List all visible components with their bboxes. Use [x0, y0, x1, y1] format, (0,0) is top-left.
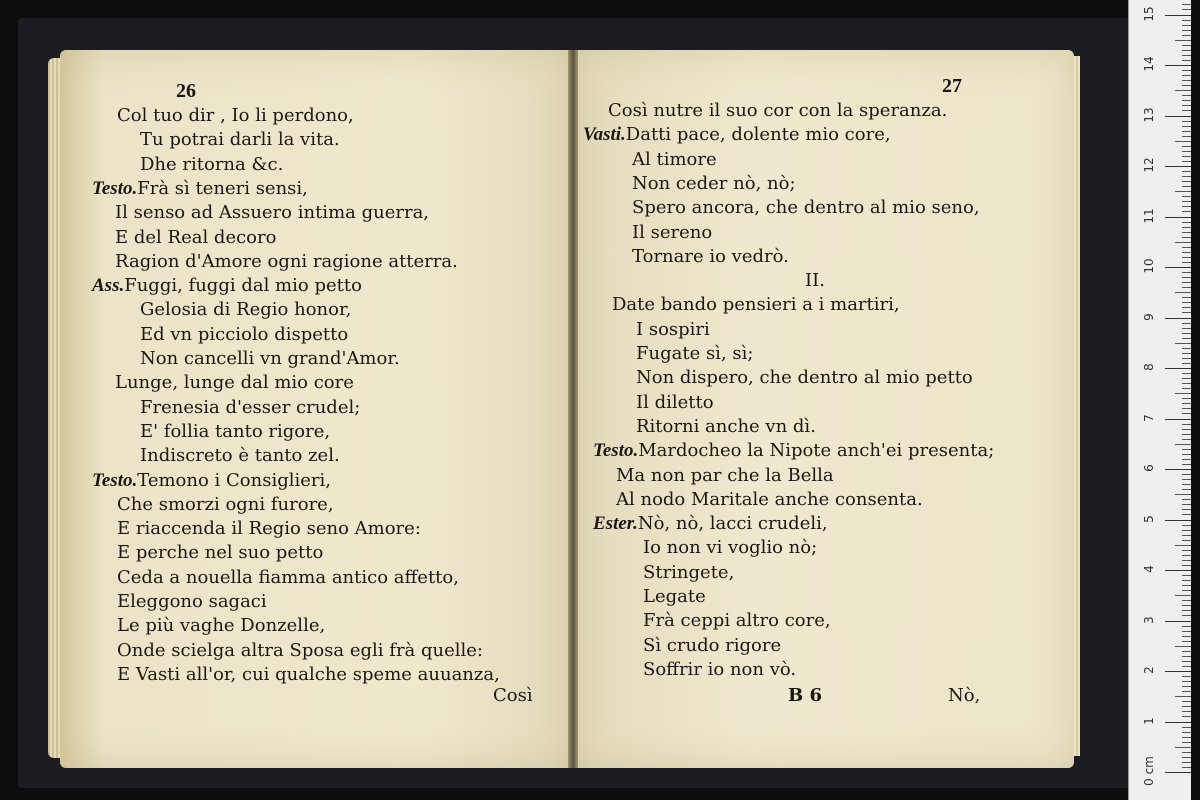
verse-text: Mardocheo la Nipote anch'ei presenta; [638, 440, 995, 462]
ruler-tick [1182, 262, 1191, 263]
ruler-label: 14 [1142, 56, 1156, 72]
ruler-tick [1182, 605, 1191, 606]
verse-line [612, 294, 900, 316]
verse-text: E Vasti all'or, cui qualche speme auuanza, [117, 663, 500, 685]
ruler-tick [1165, 65, 1191, 66]
ruler-tick [1165, 368, 1191, 369]
verse-line [140, 348, 400, 370]
ruler-tick [1182, 459, 1191, 460]
ruler-tick [1182, 742, 1191, 743]
ruler-tick [1182, 464, 1191, 465]
verse-text: Frà ceppi altro core, [643, 610, 831, 632]
verse-line [92, 178, 308, 200]
verse-text: Datti pace, dolente mio core, [625, 124, 891, 146]
ruler-tick [1182, 388, 1191, 389]
ruler-tick [1165, 469, 1191, 470]
ruler-tick [1182, 75, 1191, 76]
ruler-tick [1182, 348, 1191, 349]
ruler-label: 13 [1142, 106, 1156, 123]
ruler-tick [1182, 30, 1191, 31]
verse-line [117, 591, 267, 613]
verse-text: Dhe ritorna &c. [140, 153, 284, 175]
ruler-tick [1182, 489, 1191, 490]
speaker-label: Ass. [92, 275, 125, 297]
verse-text: Così nutre il suo cor con la speranza. [608, 100, 948, 121]
verse-text: Al nodo Maritale anche consenta. [616, 488, 923, 510]
ruler-label: 9 [1142, 312, 1156, 321]
verse-text: Temono i Consiglieri, [137, 469, 331, 491]
ruler-tick [1182, 656, 1191, 657]
ruler-label: 3 [1142, 615, 1156, 624]
verse-text: Ceda a nouella fiamma antico affetto, [117, 566, 459, 588]
ruler-tick [1182, 211, 1191, 212]
ruler-tick [1165, 722, 1191, 723]
ruler-tick [1175, 444, 1191, 445]
ruler-tick [1182, 181, 1191, 182]
ruler-tick [1182, 413, 1191, 414]
ruler-tick [1182, 186, 1191, 187]
verse-text: E del Real decoro [115, 226, 277, 248]
ruler-tick [1182, 20, 1191, 21]
ruler-tick [1182, 681, 1191, 682]
ruler-tick [1182, 424, 1191, 425]
verse-line [593, 513, 828, 535]
ruler-tick [1182, 403, 1191, 404]
ruler-tick [1182, 535, 1191, 536]
ruler-tick [1182, 237, 1191, 238]
ruler-tick [1182, 737, 1191, 738]
verse-text: Legate [643, 586, 706, 607]
ruler-tick [1182, 525, 1191, 526]
ruler-tick [1182, 757, 1191, 758]
verse-text: Non ceder nò, nò; [632, 172, 796, 194]
ruler-label: 15 [1142, 5, 1156, 22]
ruler-tick [1165, 621, 1191, 622]
ruler-tick [1182, 701, 1191, 702]
ruler-tick [1182, 752, 1191, 753]
verse-line [115, 251, 458, 273]
ruler-tick [1182, 530, 1191, 531]
signature-mark: B 6 [788, 685, 823, 706]
ruler-tick [1182, 131, 1191, 132]
ruler-tick [1182, 323, 1191, 324]
verse-line [636, 416, 816, 438]
verse-text: Ragion d'Amore ogni ragione atterra. [115, 250, 458, 272]
verse-text: Onde scielga altra Sposa egli frà quelle: [117, 639, 483, 661]
ruler-tick [1182, 252, 1191, 253]
ruler-tick [1182, 585, 1191, 586]
ruler-label: 10 [1142, 258, 1156, 274]
ruler-tick [1182, 408, 1191, 409]
ruler-tick [1182, 762, 1191, 763]
verse-text: Non dispero, che dentro al mio petto [636, 367, 973, 389]
verse-text: Frenesia d'esser crudel; [140, 396, 361, 418]
ruler-tick [1182, 55, 1191, 56]
verse-line [117, 542, 323, 564]
page-number: 26 [176, 80, 196, 102]
ruler-tick [1182, 161, 1191, 162]
ruler-tick [1182, 171, 1191, 172]
page-number: 27 [942, 75, 962, 97]
verse-line [140, 299, 351, 321]
verse-text: Sì crudo rigore [643, 634, 782, 656]
ruler-label: 6 [1142, 464, 1156, 472]
ruler-tick [1182, 651, 1191, 652]
ruler-tick [1182, 514, 1191, 515]
verse-line [632, 149, 717, 171]
ruler-tick [1182, 232, 1191, 233]
verse-line [117, 567, 459, 589]
ruler-label: 0 cm [1142, 756, 1156, 786]
verse-text: Indiscreto è tanto zel. [140, 445, 340, 467]
ruler-tick [1165, 772, 1191, 773]
ruler-tick [1182, 378, 1191, 379]
verse-text: Spero ancora, che dentro al mio seno, [632, 197, 980, 219]
ruler-tick [1182, 287, 1191, 288]
verse-line [140, 324, 348, 346]
ruler-tick [1182, 35, 1191, 36]
verse-line [636, 319, 710, 341]
ruler-tick [1182, 398, 1191, 399]
measurement-ruler [1128, 0, 1191, 800]
ruler-tick [1165, 570, 1191, 571]
verse-line [140, 421, 330, 443]
verse-line [117, 664, 500, 686]
verse-line [643, 537, 817, 559]
ruler-tick [1182, 686, 1191, 687]
verse-line [140, 445, 340, 467]
ruler-tick [1182, 575, 1191, 576]
ruler-label: 2 [1142, 666, 1156, 674]
ruler-tick [1182, 95, 1191, 96]
verse-text: E' follia tanto rigore, [140, 420, 331, 442]
ruler-tick [1182, 434, 1191, 435]
verse-line [643, 635, 781, 657]
verse-line [632, 173, 796, 195]
ruler-tick [1182, 363, 1191, 364]
ruler-tick [1165, 217, 1191, 218]
verse-line [643, 610, 831, 632]
verse-text: Ritorni anche vn dì. [636, 415, 816, 437]
ruler-tick [1165, 15, 1191, 16]
verse-line [583, 124, 891, 146]
verse-text: Soffrir io non vò. [643, 658, 797, 680]
ruler-tick [1182, 661, 1191, 662]
ruler-tick [1182, 550, 1191, 551]
verse-text: II. [805, 270, 825, 292]
ruler-tick [1182, 100, 1191, 101]
verse-line [117, 494, 334, 516]
ruler-tick [1182, 439, 1191, 440]
ruler-tick [1182, 429, 1191, 430]
ruler-tick [1182, 590, 1191, 591]
ruler-tick [1182, 121, 1191, 122]
ruler-tick [1165, 318, 1191, 319]
ruler-tick [1182, 484, 1191, 485]
ruler-tick [1182, 105, 1191, 106]
verse-line [608, 100, 947, 122]
ruler-tick [1182, 247, 1191, 248]
ruler-tick [1175, 90, 1191, 91]
ruler-tick [1175, 646, 1191, 647]
ruler-label: 4 [1142, 565, 1156, 573]
ruler-tick [1175, 747, 1191, 748]
verse-line [632, 246, 789, 268]
verse-text: Fugate sì, sì; [636, 343, 754, 364]
ruler-tick [1182, 560, 1191, 561]
ruler-tick [1182, 767, 1191, 768]
ruler-tick [1175, 545, 1191, 546]
verse-line [117, 615, 325, 637]
ruler-tick [1182, 206, 1191, 207]
speaker-label: Testo. [593, 440, 639, 462]
verse-line [643, 659, 796, 681]
ruler-tick [1182, 636, 1191, 637]
verse-text: Il diletto [636, 391, 714, 413]
verse-line [117, 105, 354, 127]
verse-line [636, 343, 753, 365]
ruler-tick [1182, 85, 1191, 86]
ruler-label: 7 [1142, 413, 1156, 422]
verse-line [593, 440, 994, 462]
ruler-tick [1182, 358, 1191, 359]
ruler-tick [1182, 227, 1191, 228]
verse-text: Lunge, lunge dal mio core [115, 372, 354, 394]
verse-line [140, 129, 340, 151]
verse-line [117, 518, 421, 540]
ruler-tick [1182, 691, 1191, 692]
ruler-tick [1182, 383, 1191, 384]
verse-line [92, 275, 362, 297]
catchword: Così [493, 685, 533, 706]
ruler-tick [1182, 328, 1191, 329]
ruler-tick [1175, 595, 1191, 596]
ruler-tick [1175, 141, 1191, 142]
ruler-tick [1182, 373, 1191, 374]
verse-line [140, 397, 360, 419]
ruler-tick [1182, 631, 1191, 632]
ruler-tick [1182, 156, 1191, 157]
verse-text: Ma non par che la Bella [616, 464, 834, 486]
ruler-tick [1182, 272, 1191, 273]
ruler-tick [1182, 509, 1191, 510]
ruler-tick [1182, 4, 1191, 5]
verse-line [632, 197, 980, 219]
ruler-tick [1182, 80, 1191, 81]
ruler-label: 12 [1142, 157, 1156, 173]
verse-line [115, 227, 276, 249]
verse-text: Gelosia di Regio honor, [140, 299, 352, 321]
ruler-tick [1182, 479, 1191, 480]
catchword: Nò, [948, 685, 981, 706]
ruler-tick [1175, 292, 1191, 293]
ruler-tick [1182, 196, 1191, 197]
ruler-tick [1182, 60, 1191, 61]
verse-text: Date bando pensieri a i martiri, [612, 294, 900, 316]
ruler-tick [1182, 312, 1191, 313]
verse-text: Eleggono sagaci [117, 591, 267, 612]
ruler-tick [1182, 25, 1191, 26]
verse-text: I sospiri [636, 318, 710, 340]
speaker-label: Testo. [92, 469, 138, 491]
verse-text: Fuggi, fuggi dal mio petto [124, 275, 362, 297]
verse-text: Le più vaghe Donzelle, [117, 615, 326, 637]
verse-text: Tornare io vedrò. [632, 245, 789, 267]
verse-line [140, 154, 283, 176]
ruler-tick [1182, 600, 1191, 601]
ruler-tick [1175, 494, 1191, 495]
ruler-tick [1182, 615, 1191, 616]
ruler-tick [1182, 50, 1191, 51]
ruler-tick [1182, 641, 1191, 642]
ruler-tick [1165, 419, 1191, 420]
ruler-tick [1182, 302, 1191, 303]
ruler-tick [1182, 338, 1191, 339]
ruler-tick [1182, 282, 1191, 283]
ruler-tick [1165, 520, 1191, 521]
ruler-tick [1182, 676, 1191, 677]
ruler-tick [1182, 504, 1191, 505]
ruler-tick [1182, 499, 1191, 500]
ruler-tick [1182, 580, 1191, 581]
verse-line [117, 640, 483, 662]
verse-line [616, 465, 834, 487]
ruler-tick [1175, 40, 1191, 41]
verse-line [643, 586, 706, 608]
verse-text: Nò, nò, lacci crudeli, [637, 513, 828, 535]
ruler-tick [1182, 626, 1191, 627]
ruler-tick [1182, 126, 1191, 127]
ruler-tick [1182, 353, 1191, 354]
ruler-tick [1165, 116, 1191, 117]
verse-text: Stringete, [643, 561, 735, 583]
verse-line [115, 202, 429, 224]
ruler-label: 1 [1142, 716, 1156, 725]
ruler-tick [1165, 267, 1191, 268]
ruler-tick [1182, 297, 1191, 298]
verse-line [636, 392, 714, 414]
ruler-tick [1182, 146, 1191, 147]
ruler-tick [1182, 666, 1191, 667]
ruler-tick [1182, 307, 1191, 308]
ruler-tick [1182, 70, 1191, 71]
verse-text: Tu potrai darli la vita. [140, 129, 340, 151]
ruler-tick [1182, 136, 1191, 137]
verse-text: Non cancelli vn grand'Amor. [140, 348, 400, 369]
ruler-tick [1182, 449, 1191, 450]
ruler-tick [1182, 110, 1191, 111]
ruler-tick [1182, 716, 1191, 717]
verse-line [805, 270, 825, 292]
ruler-tick [1182, 540, 1191, 541]
ruler-tick [1182, 732, 1191, 733]
ruler-tick [1182, 9, 1191, 10]
verse-text: Io non vi voglio nò; [643, 537, 818, 559]
ruler-tick [1182, 711, 1191, 712]
verse-text: Frà sì teneri sensi, [137, 177, 308, 199]
verse-text: Al timore [632, 148, 717, 170]
speaker-label: Ester. [593, 513, 638, 535]
speaker-label: Testo. [92, 177, 138, 199]
ruler-label: 8 [1142, 363, 1156, 371]
verse-line [115, 372, 354, 394]
verse-line [636, 367, 973, 389]
ruler-tick [1182, 565, 1191, 566]
verse-line [92, 470, 331, 492]
ruler-tick [1182, 454, 1191, 455]
speaker-label: Vasti. [583, 124, 626, 146]
ruler-tick [1175, 393, 1191, 394]
ruler-tick [1182, 222, 1191, 223]
ruler-tick [1182, 474, 1191, 475]
book-gutter [568, 50, 578, 768]
ruler-tick [1165, 166, 1191, 167]
ruler-tick [1182, 201, 1191, 202]
verse-line [616, 489, 923, 511]
ruler-label: 5 [1142, 514, 1156, 523]
verse-text: Il senso ad Assuero intima guerra, [115, 202, 430, 224]
ruler-label: 11 [1142, 207, 1156, 224]
ruler-tick [1182, 610, 1191, 611]
verse-text: Ed vn picciolo dispetto [140, 323, 349, 345]
verse-text: Il sereno [632, 221, 713, 243]
left-page [60, 50, 572, 768]
verse-text: E perche nel suo petto [117, 542, 324, 564]
ruler-tick [1182, 257, 1191, 258]
ruler-tick [1165, 671, 1191, 672]
verse-text: E riaccenda il Regio seno Amore: [117, 518, 421, 540]
verse-text: Col tuo dir , Io li perdono, [117, 105, 354, 126]
ruler-tick [1175, 191, 1191, 192]
ruler-tick [1182, 706, 1191, 707]
ruler-tick [1182, 45, 1191, 46]
ruler-tick [1182, 727, 1191, 728]
ruler-tick [1182, 176, 1191, 177]
ruler-tick [1175, 242, 1191, 243]
ruler-tick [1182, 333, 1191, 334]
ruler-tick [1182, 555, 1191, 556]
ruler-tick [1175, 696, 1191, 697]
verse-line [643, 562, 734, 584]
ruler-tick [1175, 343, 1191, 344]
verse-line [632, 222, 712, 244]
verse-text: Che smorzi ogni furore, [117, 493, 334, 515]
ruler-tick [1182, 151, 1191, 152]
right-page [574, 50, 1074, 768]
ruler-tick [1182, 277, 1191, 278]
